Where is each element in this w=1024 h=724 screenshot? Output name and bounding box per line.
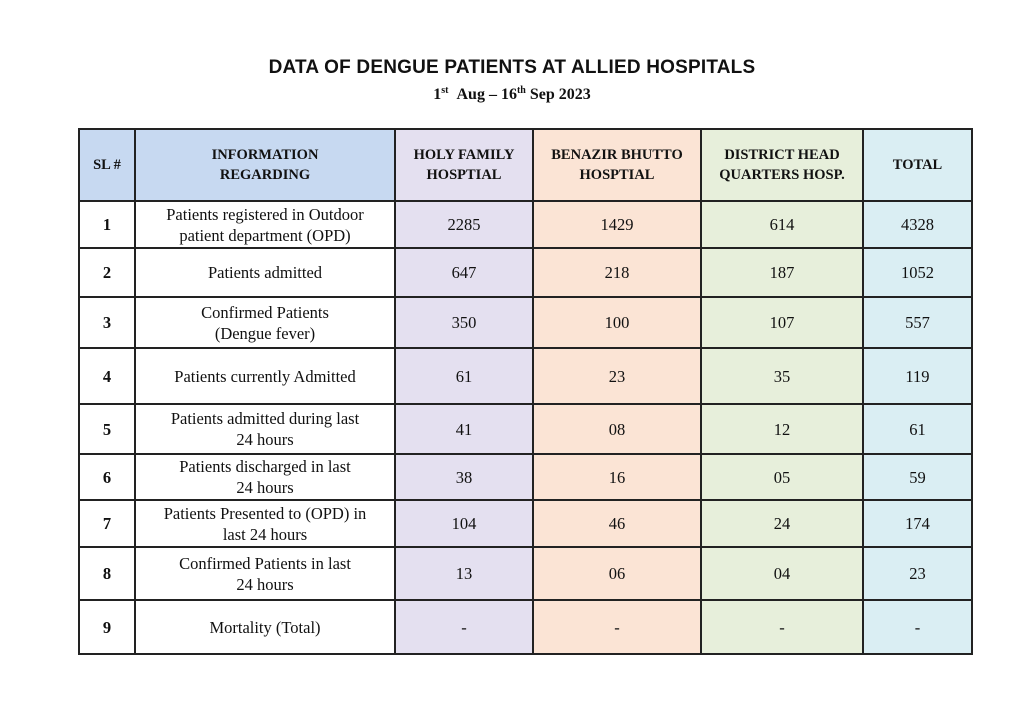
row-benazir-bhutto-value: 218: [533, 248, 701, 297]
row-district-head-value: 35: [701, 348, 863, 404]
row-information: Patients registered in Outdoor patient department (OPD): [135, 201, 395, 248]
row-sl: 7: [79, 500, 135, 547]
table-row: [79, 600, 972, 654]
header-sl: SL #: [79, 129, 135, 201]
header-holy-family: HOLY FAMILY HOSPTIAL: [395, 129, 533, 201]
row-holy-family-value: -: [395, 600, 533, 654]
subtitle-day-start: 1: [433, 86, 442, 103]
row-sl: 6: [79, 454, 135, 500]
row-holy-family-value: 2285: [395, 201, 533, 248]
row-district-head-value: 187: [701, 248, 863, 297]
row-information: Mortality (Total): [135, 600, 395, 654]
row-district-head-value: 05: [701, 454, 863, 500]
row-benazir-bhutto-value: 100: [533, 297, 701, 348]
subtitle-end: Sep 2023: [529, 86, 591, 103]
table-row: [79, 248, 972, 297]
row-holy-family-value: 647: [395, 248, 533, 297]
row-sl: 5: [79, 404, 135, 454]
row-sl: 8: [79, 547, 135, 600]
row-total-value: 557: [863, 297, 972, 348]
row-district-head-value: 12: [701, 404, 863, 454]
header-total: TOTAL: [863, 129, 972, 201]
row-district-head-value: -: [701, 600, 863, 654]
table-row: [79, 201, 972, 248]
row-district-head-value: 04: [701, 547, 863, 600]
row-holy-family-value: 104: [395, 500, 533, 547]
table-row: [79, 297, 972, 348]
row-sl: 2: [79, 248, 135, 297]
document-title: DATA OF DENGUE PATIENTS AT ALLIED HOSPITALS: [268, 57, 756, 78]
dengue-data-table: [78, 128, 973, 655]
row-information: Patients discharged in last 24 hours: [135, 454, 395, 500]
row-information: Patients currently Admitted: [135, 348, 395, 404]
subtitle-day-start-suffix: st: [441, 85, 449, 96]
row-total-value: 59: [863, 454, 972, 500]
row-benazir-bhutto-value: 16: [533, 454, 701, 500]
row-district-head-value: 614: [701, 201, 863, 248]
row-benazir-bhutto-value: 1429: [533, 201, 701, 248]
row-total-value: 23: [863, 547, 972, 600]
row-benazir-bhutto-value: 23: [533, 348, 701, 404]
row-information: Patients admitted during last 24 hours: [135, 404, 395, 454]
row-sl: 9: [79, 600, 135, 654]
row-sl: 3: [79, 297, 135, 348]
row-total-value: 174: [863, 500, 972, 547]
row-district-head-value: 107: [701, 297, 863, 348]
row-holy-family-value: 13: [395, 547, 533, 600]
row-information: Confirmed Patients (Dengue fever): [135, 297, 395, 348]
row-total-value: 119: [863, 348, 972, 404]
row-benazir-bhutto-value: 46: [533, 500, 701, 547]
table-row: [79, 404, 972, 454]
row-holy-family-value: 41: [395, 404, 533, 454]
row-benazir-bhutto-value: 06: [533, 547, 701, 600]
row-holy-family-value: 38: [395, 454, 533, 500]
row-information: Patients Presented to (OPD) in last 24 hours: [135, 500, 395, 547]
table-row: [79, 454, 972, 500]
row-holy-family-value: 350: [395, 297, 533, 348]
subtitle-day-end-suffix: th: [516, 85, 526, 96]
header-benazir-bhutto: BENAZIR BHUTTO HOSPTIAL: [533, 129, 701, 201]
row-benazir-bhutto-value: 08: [533, 404, 701, 454]
row-district-head-value: 24: [701, 500, 863, 547]
table-row: [79, 500, 972, 547]
header-information: INFORMATION REGARDING: [135, 129, 395, 201]
row-total-value: -: [863, 600, 972, 654]
table-row: [79, 348, 972, 404]
row-holy-family-value: 61: [395, 348, 533, 404]
header-district-head-quarters: DISTRICT HEAD QUARTERS HOSP.: [701, 129, 863, 201]
document-subtitle: [0, 86, 1024, 104]
row-benazir-bhutto-value: -: [533, 600, 701, 654]
row-total-value: 61: [863, 404, 972, 454]
subtitle-middle: Aug – 16: [456, 86, 517, 103]
row-sl: 4: [79, 348, 135, 404]
table-row: [79, 547, 972, 600]
row-information: Patients admitted: [135, 248, 395, 297]
header-row: [79, 129, 972, 201]
row-sl: 1: [79, 201, 135, 248]
row-total-value: 4328: [863, 201, 972, 248]
row-information: Confirmed Patients in last 24 hours: [135, 547, 395, 600]
row-total-value: 1052: [863, 248, 972, 297]
